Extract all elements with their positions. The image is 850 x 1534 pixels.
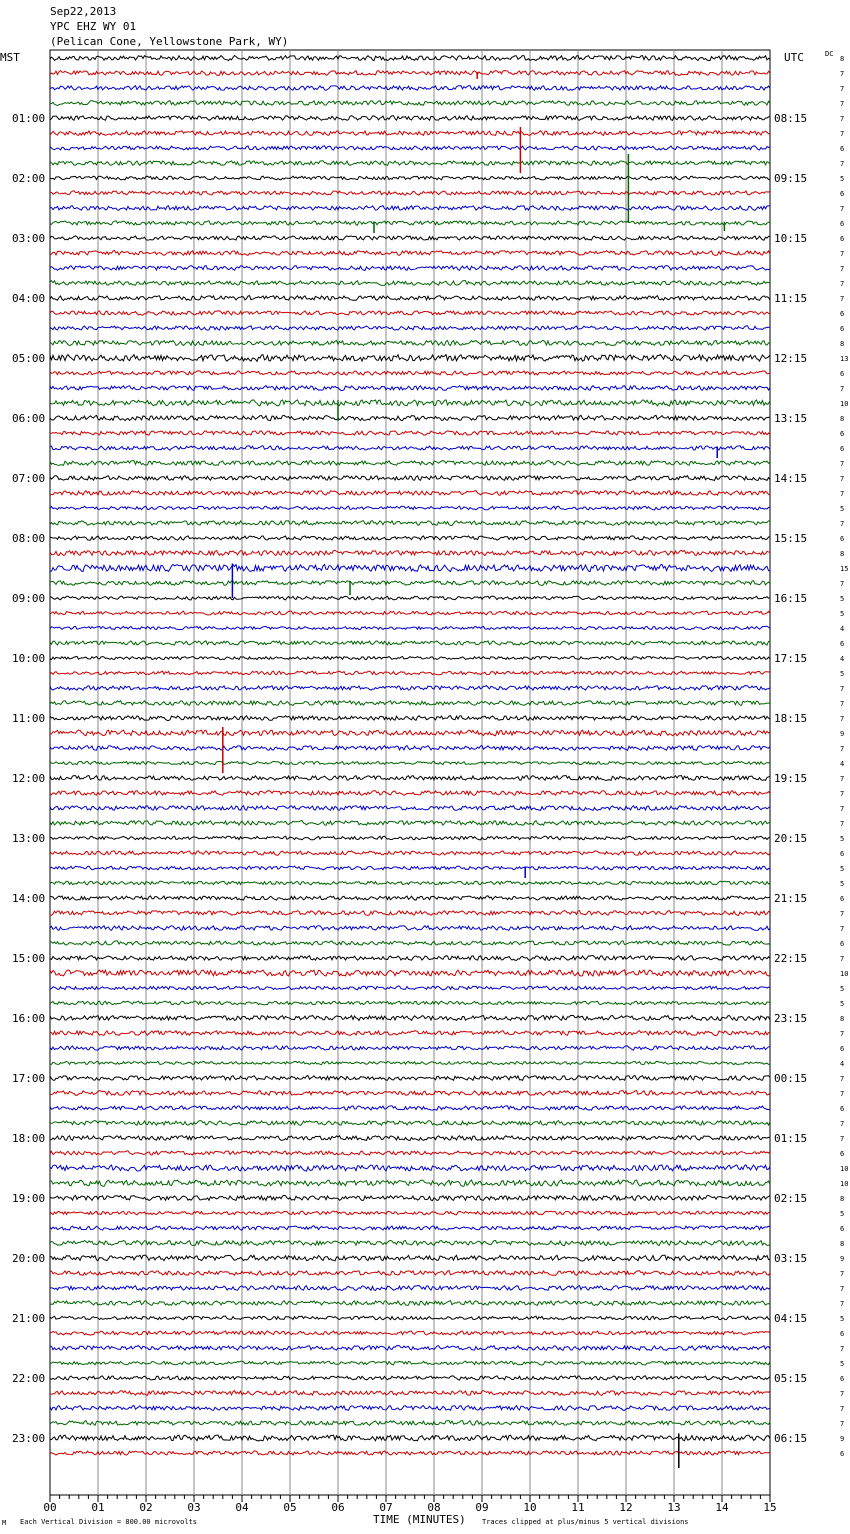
- chart-date: Sep22,2013: [50, 5, 117, 18]
- seismic-trace: [50, 86, 770, 91]
- seismic-trace: [50, 116, 770, 121]
- dc-offset-label: 8: [840, 1240, 845, 1248]
- dc-title: DC: [825, 50, 834, 58]
- right-hour-label: 15:15: [774, 532, 808, 545]
- dc-offset-label: 6: [840, 895, 845, 903]
- seismic-trace: [50, 311, 770, 315]
- dc-offset-label: 7: [840, 70, 845, 78]
- seismic-trace: [50, 101, 770, 106]
- right-hour-label: 08:15: [774, 112, 808, 125]
- dc-offset-label: 5: [840, 1000, 845, 1008]
- seismic-trace: [50, 564, 770, 571]
- seismic-trace: [50, 446, 770, 450]
- seismic-trace: [50, 1346, 770, 1351]
- dc-offset-label: 7: [840, 280, 845, 288]
- seismic-trace: [50, 1301, 770, 1306]
- x-tick-label: 13: [667, 1501, 681, 1514]
- seismic-trace: [50, 926, 770, 931]
- dc-offset-label: 6: [840, 235, 845, 243]
- dc-offset-label: 6: [840, 1330, 845, 1338]
- seismic-trace: [50, 686, 770, 691]
- dc-offset-label: 9: [840, 730, 845, 738]
- dc-offset-label: 7: [840, 205, 845, 213]
- seismic-trace: [50, 326, 770, 330]
- dc-offset-label: 6: [840, 445, 845, 453]
- left-hour-label: 13:00: [12, 832, 46, 845]
- dc-offset-label: 5: [840, 985, 845, 993]
- seismic-trace: [50, 1271, 770, 1276]
- dc-offset-label: 7: [840, 160, 845, 168]
- dc-offset-label: 7: [840, 1090, 845, 1098]
- dc-offset-label: 5: [840, 1360, 845, 1368]
- right-hour-label: 22:15: [774, 952, 808, 965]
- dc-offset-label: 7: [840, 385, 845, 393]
- dc-offset-label: 7: [840, 685, 845, 693]
- right-hour-label: 00:15: [774, 1072, 808, 1085]
- seismic-trace: [50, 1076, 770, 1081]
- dc-offset-label: 4: [840, 625, 845, 633]
- left-hour-label: 04:00: [12, 292, 46, 305]
- seismic-trace: [50, 671, 770, 675]
- x-tick-label: 04: [235, 1501, 249, 1514]
- seismic-trace: [50, 1046, 770, 1050]
- dc-offset-label: 7: [840, 100, 845, 108]
- right-hour-label: 18:15: [774, 712, 808, 725]
- dc-offset-label: 7: [840, 1270, 845, 1278]
- footer-left-note: Each Vertical Division = 800.00 microvolts: [20, 1518, 198, 1526]
- dc-offset-label: 6: [840, 850, 845, 858]
- right-hour-label: 10:15: [774, 232, 808, 245]
- seismic-trace: [50, 911, 770, 916]
- seismic-trace: [50, 146, 770, 150]
- seismic-trace: [50, 581, 770, 586]
- seismic-trace: [50, 866, 770, 870]
- dc-offset-label: 8: [840, 550, 845, 558]
- seismic-trace: [50, 1091, 770, 1096]
- right-hour-label: 02:15: [774, 1192, 808, 1205]
- dc-offset-label: 4: [840, 655, 845, 663]
- dc-offset-label: 7: [840, 460, 845, 468]
- seismic-trace: [50, 1180, 770, 1186]
- seismic-trace: [50, 1331, 770, 1335]
- right-hour-label: 06:15: [774, 1432, 808, 1445]
- seismic-trace: [50, 415, 770, 420]
- dc-offset-label: 7: [840, 1120, 845, 1128]
- dc-offset-label: 7: [840, 490, 845, 498]
- dc-offset-label: 7: [840, 745, 845, 753]
- seismic-trace: [50, 506, 770, 510]
- axes: [12, 55, 848, 1514]
- trace-group: [50, 55, 770, 1468]
- left-hour-label: 05:00: [12, 352, 46, 365]
- x-tick-label: 08: [427, 1501, 441, 1514]
- dc-offset-label: 10: [840, 1165, 849, 1173]
- x-tick-label: 09: [475, 1501, 489, 1514]
- dc-offset-label: 9: [840, 1255, 845, 1263]
- seismic-trace: [50, 596, 770, 600]
- seismic-trace: [50, 1195, 770, 1200]
- seismic-trace: [50, 1211, 770, 1215]
- dc-offset-label: 7: [840, 1135, 845, 1143]
- left-hour-label: 16:00: [12, 1012, 46, 1025]
- seismic-trace: [50, 806, 770, 811]
- dc-offset-label: 13: [840, 355, 849, 363]
- dc-offset-label: 8: [840, 1195, 845, 1203]
- x-axis-label: TIME (MINUTES): [373, 1513, 466, 1526]
- seismic-trace: [50, 986, 770, 990]
- dc-offset-label: 5: [840, 1210, 845, 1218]
- dc-offset-label: 6: [840, 1150, 845, 1158]
- dc-offset-label: 7: [840, 580, 845, 588]
- dc-offset-label: 7: [840, 1300, 845, 1308]
- seismic-trace: [50, 251, 770, 256]
- right-hour-label: 19:15: [774, 772, 808, 785]
- seismic-trace: [50, 1015, 770, 1020]
- dc-offset-label: 6: [840, 310, 845, 318]
- seismic-trace: [50, 970, 770, 976]
- dc-offset-label: 7: [840, 805, 845, 813]
- left-hour-label: 10:00: [12, 652, 46, 665]
- x-tick-label: 02: [139, 1501, 153, 1514]
- seismic-trace: [50, 656, 770, 659]
- dc-offset-label: 6: [840, 940, 845, 948]
- dc-offset-label: 7: [840, 130, 845, 138]
- left-hour-label: 23:00: [12, 1432, 46, 1445]
- seismic-trace: [50, 1406, 770, 1411]
- seismic-trace: [50, 1151, 770, 1155]
- left-axis-title: MST: [0, 51, 20, 64]
- seismic-trace: [50, 191, 770, 195]
- dc-offset-label: 5: [840, 610, 845, 618]
- seismic-trace: [50, 176, 770, 180]
- left-hour-label: 15:00: [12, 952, 46, 965]
- dc-offset-label: 4: [840, 760, 845, 768]
- dc-offset-label: 7: [840, 1420, 845, 1428]
- dc-offset-label: 7: [840, 925, 845, 933]
- seismic-trace: [50, 236, 770, 240]
- left-hour-label: 08:00: [12, 532, 46, 545]
- seismic-trace: [50, 386, 770, 391]
- seismic-trace: [50, 1451, 770, 1455]
- dc-offset-label: 6: [840, 325, 845, 333]
- dc-offset-label: 7: [840, 820, 845, 828]
- dc-offset-label: 6: [840, 1105, 845, 1113]
- seismic-trace: [50, 836, 770, 840]
- dc-offset-label: 7: [840, 715, 845, 723]
- seismic-trace: [50, 371, 770, 375]
- right-hour-label: 20:15: [774, 832, 808, 845]
- seismic-trace: [50, 1391, 770, 1396]
- seismic-trace: [50, 550, 770, 555]
- seismic-trace: [50, 476, 770, 481]
- dc-offset-label: 5: [840, 865, 845, 873]
- x-tick-label: 05: [283, 1501, 297, 1514]
- seismic-trace: [50, 1031, 770, 1036]
- dc-offset-label: 5: [840, 670, 845, 678]
- seismic-trace: [50, 1165, 770, 1171]
- right-hour-label: 23:15: [774, 1012, 808, 1025]
- seismic-trace: [50, 791, 770, 796]
- left-hour-label: 19:00: [12, 1192, 46, 1205]
- dc-offset-label: 6: [840, 1225, 845, 1233]
- seismic-trace: [50, 461, 770, 466]
- right-hour-label: 05:15: [774, 1372, 808, 1385]
- seismic-trace: [50, 55, 770, 60]
- dc-offset-label: 6: [840, 640, 845, 648]
- seismic-trace: [50, 761, 770, 764]
- seismic-trace: [50, 296, 770, 301]
- right-axis-title: UTC: [784, 51, 804, 64]
- footer-right-note: Traces clipped at plus/minus 5 vertical divisions: [482, 1518, 689, 1526]
- seismic-trace: [50, 340, 770, 345]
- x-tick-label: 01: [91, 1501, 105, 1514]
- right-hour-label: 17:15: [774, 652, 808, 665]
- seismic-trace: [50, 400, 770, 406]
- seismic-trace: [50, 1106, 770, 1110]
- seismic-trace: [50, 716, 770, 721]
- seismic-trace: [50, 626, 770, 629]
- seismic-trace: [50, 941, 770, 945]
- seismic-trace: [50, 730, 770, 736]
- dc-offset-label: 10: [840, 400, 849, 408]
- dc-offset-label: 7: [840, 1030, 845, 1038]
- dc-offset-label: 6: [840, 145, 845, 153]
- right-hour-label: 11:15: [774, 292, 808, 305]
- right-hour-label: 13:15: [774, 412, 808, 425]
- x-tick-label: 00: [43, 1501, 57, 1514]
- x-tick-label: 03: [187, 1501, 201, 1514]
- seismic-trace: [50, 536, 770, 540]
- dc-offset-label: 7: [840, 790, 845, 798]
- dc-offset-label: 5: [840, 175, 845, 183]
- seismic-trace: [50, 1136, 770, 1141]
- left-hour-label: 07:00: [12, 472, 46, 485]
- dc-offset-label: 7: [840, 265, 845, 273]
- x-tick-label: 15: [763, 1501, 777, 1514]
- dc-offset-label: 6: [840, 535, 845, 543]
- seismic-trace: [50, 1435, 770, 1441]
- dc-offset-label: 7: [840, 1285, 845, 1293]
- x-tick-label: 07: [379, 1501, 393, 1514]
- left-hour-label: 03:00: [12, 232, 46, 245]
- x-tick-label: 14: [715, 1501, 729, 1514]
- left-hour-label: 18:00: [12, 1132, 46, 1145]
- dc-offset-label: 5: [840, 595, 845, 603]
- seismic-trace: [50, 221, 770, 225]
- left-hour-label: 21:00: [12, 1312, 46, 1325]
- seismic-trace: [50, 821, 770, 826]
- x-tick-label: 12: [619, 1501, 633, 1514]
- dc-offset-label: 7: [840, 955, 845, 963]
- x-tick-label: 10: [523, 1501, 537, 1514]
- dc-offset-label: 8: [840, 55, 845, 63]
- right-hour-label: 21:15: [774, 892, 808, 905]
- right-hour-label: 01:15: [774, 1132, 808, 1145]
- left-hour-label: 22:00: [12, 1372, 46, 1385]
- dc-offset-label: 10: [840, 1180, 849, 1188]
- dc-offset-label: 8: [840, 1015, 845, 1023]
- dc-offset-label: 6: [840, 430, 845, 438]
- dc-offset-label: 5: [840, 835, 845, 843]
- seismic-trace: [50, 355, 770, 362]
- dc-offset-label: 4: [840, 1060, 845, 1068]
- left-hour-label: 12:00: [12, 772, 46, 785]
- seismic-trace: [50, 1001, 770, 1005]
- seismic-trace: [50, 1286, 770, 1291]
- chart-station: YPC EHZ WY 01: [50, 20, 137, 33]
- seismic-trace: [50, 611, 770, 615]
- seismic-trace: [50, 1061, 770, 1064]
- seismic-trace: [50, 281, 770, 286]
- chart-location: (Pelican Cone, Yellowstone Park, WY): [50, 35, 289, 48]
- right-hour-label: 03:15: [774, 1252, 808, 1265]
- left-hour-label: 02:00: [12, 172, 46, 185]
- right-hour-label: 04:15: [774, 1312, 808, 1325]
- left-hour-label: 11:00: [12, 712, 46, 725]
- seismic-trace: [50, 1121, 770, 1126]
- left-hour-label: 14:00: [12, 892, 46, 905]
- dc-offset-label: 5: [840, 1315, 845, 1323]
- dc-offset-label: 6: [840, 1375, 845, 1383]
- seismic-trace: [50, 701, 770, 706]
- seismic-trace: [50, 266, 770, 271]
- seismic-trace: [50, 131, 770, 136]
- seismic-trace: [50, 1255, 770, 1261]
- dc-offset-label: 8: [840, 340, 845, 348]
- seismic-trace: [50, 206, 770, 211]
- dc-offset-label: 7: [840, 520, 845, 528]
- seismic-trace: [50, 776, 770, 781]
- right-hour-label: 12:15: [774, 352, 808, 365]
- dc-offset-label: 15: [840, 565, 849, 573]
- seismic-trace: [50, 521, 770, 526]
- seismic-trace: [50, 1361, 770, 1365]
- dc-offset-label: 7: [840, 250, 845, 258]
- seismic-trace: [50, 161, 770, 166]
- dc-offset-label: 7: [840, 700, 845, 708]
- seismic-trace: [50, 746, 770, 751]
- seismic-trace: [50, 1316, 770, 1320]
- dc-offset-label: 5: [840, 505, 845, 513]
- dc-offset-label: 7: [840, 1075, 845, 1083]
- seismic-trace: [50, 851, 770, 855]
- seismic-trace: [50, 641, 770, 645]
- x-tick-label: 06: [331, 1501, 345, 1514]
- dc-offset-label: 10: [840, 970, 849, 978]
- seismic-trace: [50, 71, 770, 76]
- dc-offset-label: 8: [840, 415, 845, 423]
- dc-offset-label: 6: [840, 1450, 845, 1458]
- dc-offset-label: 7: [840, 115, 845, 123]
- dc-offset-label: 7: [840, 775, 845, 783]
- dc-offset-label: 7: [840, 475, 845, 483]
- dc-offset-label: 9: [840, 1435, 845, 1443]
- dc-offset-label: 6: [840, 220, 845, 228]
- dc-offset-label: 7: [840, 910, 845, 918]
- left-hour-label: 20:00: [12, 1252, 46, 1265]
- seismic-trace: [50, 1376, 770, 1380]
- right-hour-label: 14:15: [774, 472, 808, 485]
- dc-offset-label: 5: [840, 880, 845, 888]
- right-hour-label: 09:15: [774, 172, 808, 185]
- dc-offset-label: 6: [840, 1045, 845, 1053]
- left-hour-label: 17:00: [12, 1072, 46, 1085]
- x-tick-label: 11: [571, 1501, 585, 1514]
- left-hour-label: 01:00: [12, 112, 46, 125]
- seismic-trace: [50, 1226, 770, 1230]
- left-hour-label: 06:00: [12, 412, 46, 425]
- seismic-trace: [50, 956, 770, 961]
- seismic-trace: [50, 896, 770, 900]
- seismic-trace: [50, 431, 770, 435]
- seismic-trace: [50, 881, 770, 885]
- right-hour-label: 16:15: [774, 592, 808, 605]
- dc-offset-label: 7: [840, 1345, 845, 1353]
- dc-offset-label: 7: [840, 85, 845, 93]
- left-hour-label: 09:00: [12, 592, 46, 605]
- dc-offset-label: 7: [840, 295, 845, 303]
- dc-offset-label: 6: [840, 370, 845, 378]
- corner-mark: M: [2, 1519, 7, 1527]
- seismic-trace: [50, 1421, 770, 1426]
- dc-offset-label: 7: [840, 1390, 845, 1398]
- seismic-trace: [50, 1240, 770, 1245]
- dc-offset-label: 6: [840, 190, 845, 198]
- dc-offset-label: 7: [840, 1405, 845, 1413]
- seismic-trace: [50, 491, 770, 496]
